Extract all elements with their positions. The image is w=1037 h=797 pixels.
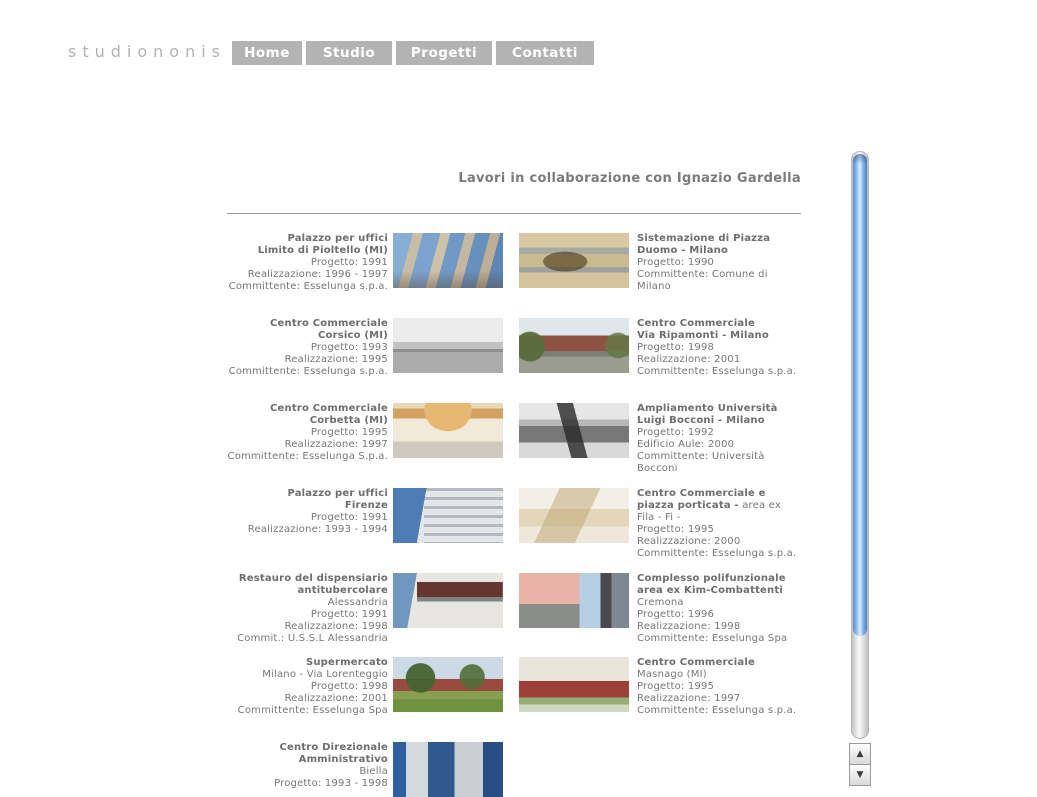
project-row: [227, 233, 801, 293]
scrollbar-track[interactable]: [851, 151, 869, 739]
nav-progetti-button[interactable]: Progetti: [396, 41, 492, 65]
project-info: [637, 233, 801, 293]
project-details: Progetto: 1991 Realizzazione: 1996 - 1997 Committente: Esselunga s.p.a.: [228, 257, 388, 292]
project-info: [227, 403, 388, 463]
scroll-down-button[interactable]: [849, 764, 871, 786]
project-title: Centro Commerciale Corsico (MI): [270, 318, 388, 341]
thumbnail-kim[interactable]: [519, 573, 629, 628]
project-details: Masnago (MI) Progetto: 1995 Realizzazione: 1997 Committente: Esselunga s.p.a.: [637, 669, 797, 716]
thumbnail-ripamonti[interactable]: [519, 318, 629, 373]
thumbnail-bocconi[interactable]: [519, 403, 629, 458]
nav-contatti-button[interactable]: Contatti: [496, 41, 594, 65]
project-info: [227, 488, 388, 536]
project-details: Progetto: 1991 Realizzazione: 1993 - 1994: [247, 512, 388, 535]
thumbnail-lorenteggio[interactable]: [393, 657, 503, 712]
project-info: [227, 233, 388, 293]
project-row: [227, 318, 801, 378]
thumbnail-biella[interactable]: [393, 742, 503, 797]
brand-logo: studiononis: [68, 42, 226, 61]
nav-home-button[interactable]: Home: [232, 41, 302, 65]
project-title: Palazzo per uffici Firenze: [287, 488, 388, 511]
thumbnail-fila[interactable]: [519, 488, 629, 543]
thumbnail-masnago[interactable]: [519, 657, 629, 712]
project-title: Centro Commerciale Corbetta (MI): [270, 403, 388, 426]
thumbnail-pioltello[interactable]: [393, 233, 503, 288]
thumbnail-duomo[interactable]: [519, 233, 629, 288]
project-info: [637, 573, 801, 645]
title-divider: [227, 213, 801, 214]
scroll-up-button[interactable]: [849, 743, 871, 765]
project-details: Progetto: 1993 Realizzazione: 1995 Committente: Esselunga s.p.a.: [228, 342, 388, 377]
project-title: Supermercato: [305, 657, 388, 668]
project-title: Ampliamento Università Luigi Bocconi - Milano: [637, 403, 778, 426]
page-title: Lavori in collaborazione con Ignazio Gardella: [458, 171, 801, 186]
project-info: [227, 742, 388, 790]
project-title: Sistemazione di Piazza Duomo - Milano: [637, 233, 771, 256]
project-title: Centro Commerciale Via Ripamonti - Milano: [637, 318, 769, 341]
project-details: Progetto: 1990 Committente: Comune di Milano: [637, 257, 768, 292]
projects-rows: [227, 233, 801, 789]
scrollbar: [849, 151, 871, 786]
project-details: Progetto: 1995 Realizzazione: 2000 Committente: Esselunga s.p.a.: [637, 524, 797, 559]
project-title: Centro Commerciale: [637, 657, 755, 668]
project-row: [227, 403, 801, 475]
project-details: Progetto: 1998 Realizzazione: 2001 Committente: Esselunga s.p.a.: [637, 342, 797, 377]
project-details: Cremona Progetto: 1996 Realizzazione: 1998 Committente: Esselunga Spa: [637, 597, 788, 644]
project-info: [227, 318, 388, 378]
project-details: Alessandria Progetto: 1991 Realizzazione: 1998 Commit.: U.S.S.L Alessandria: [237, 597, 388, 644]
project-info: [227, 657, 388, 717]
project-info: [637, 488, 801, 560]
project-title: Centro Commerciale e piazza porticata - area ex Fila - Fi -: [637, 488, 781, 523]
project-info: [227, 573, 388, 645]
project-title: Restauro del dispensiario antitubercolare: [238, 573, 388, 596]
project-details: Progetto: 1995 Realizzazione: 1997 Committente: Esselunga S.p.a.: [227, 427, 388, 462]
project-info: [637, 318, 801, 378]
project-title: Centro Direzionale Amministrativo: [279, 742, 388, 765]
project-details: Milano - Via Lorenteggio Progetto: 1998 Realizzazione: 2001 Committente: Esselunga Spa: [237, 669, 388, 716]
arrow-up-icon: ▲: [856, 749, 864, 759]
thumbnail-firenze[interactable]: [393, 488, 503, 543]
main-nav: [232, 41, 598, 65]
project-row: [227, 573, 801, 645]
project-title: Complesso polifunzionale area ex Kim-Combattenti: [637, 573, 786, 596]
project-row: [227, 488, 801, 560]
thumbnail-corsico[interactable]: [393, 318, 503, 373]
thumbnail-corbetta[interactable]: [393, 403, 503, 458]
scrollbar-thumb[interactable]: [853, 154, 867, 636]
arrow-down-icon: ▼: [856, 770, 864, 780]
project-title: Palazzo per uffici Limito di Pioltello (MI): [257, 233, 388, 256]
project-row: [227, 657, 801, 717]
thumbnail-dispensario[interactable]: [393, 573, 503, 628]
project-info: [637, 403, 801, 475]
project-details: Biella Progetto: 1993 - 1998: [274, 766, 388, 789]
project-row: [227, 742, 801, 797]
project-details: Progetto: 1992 Edificio Aule: 2000 Committente: Università Bocconi: [637, 427, 765, 474]
nav-studio-button[interactable]: Studio: [306, 41, 392, 65]
project-info: [637, 657, 801, 717]
